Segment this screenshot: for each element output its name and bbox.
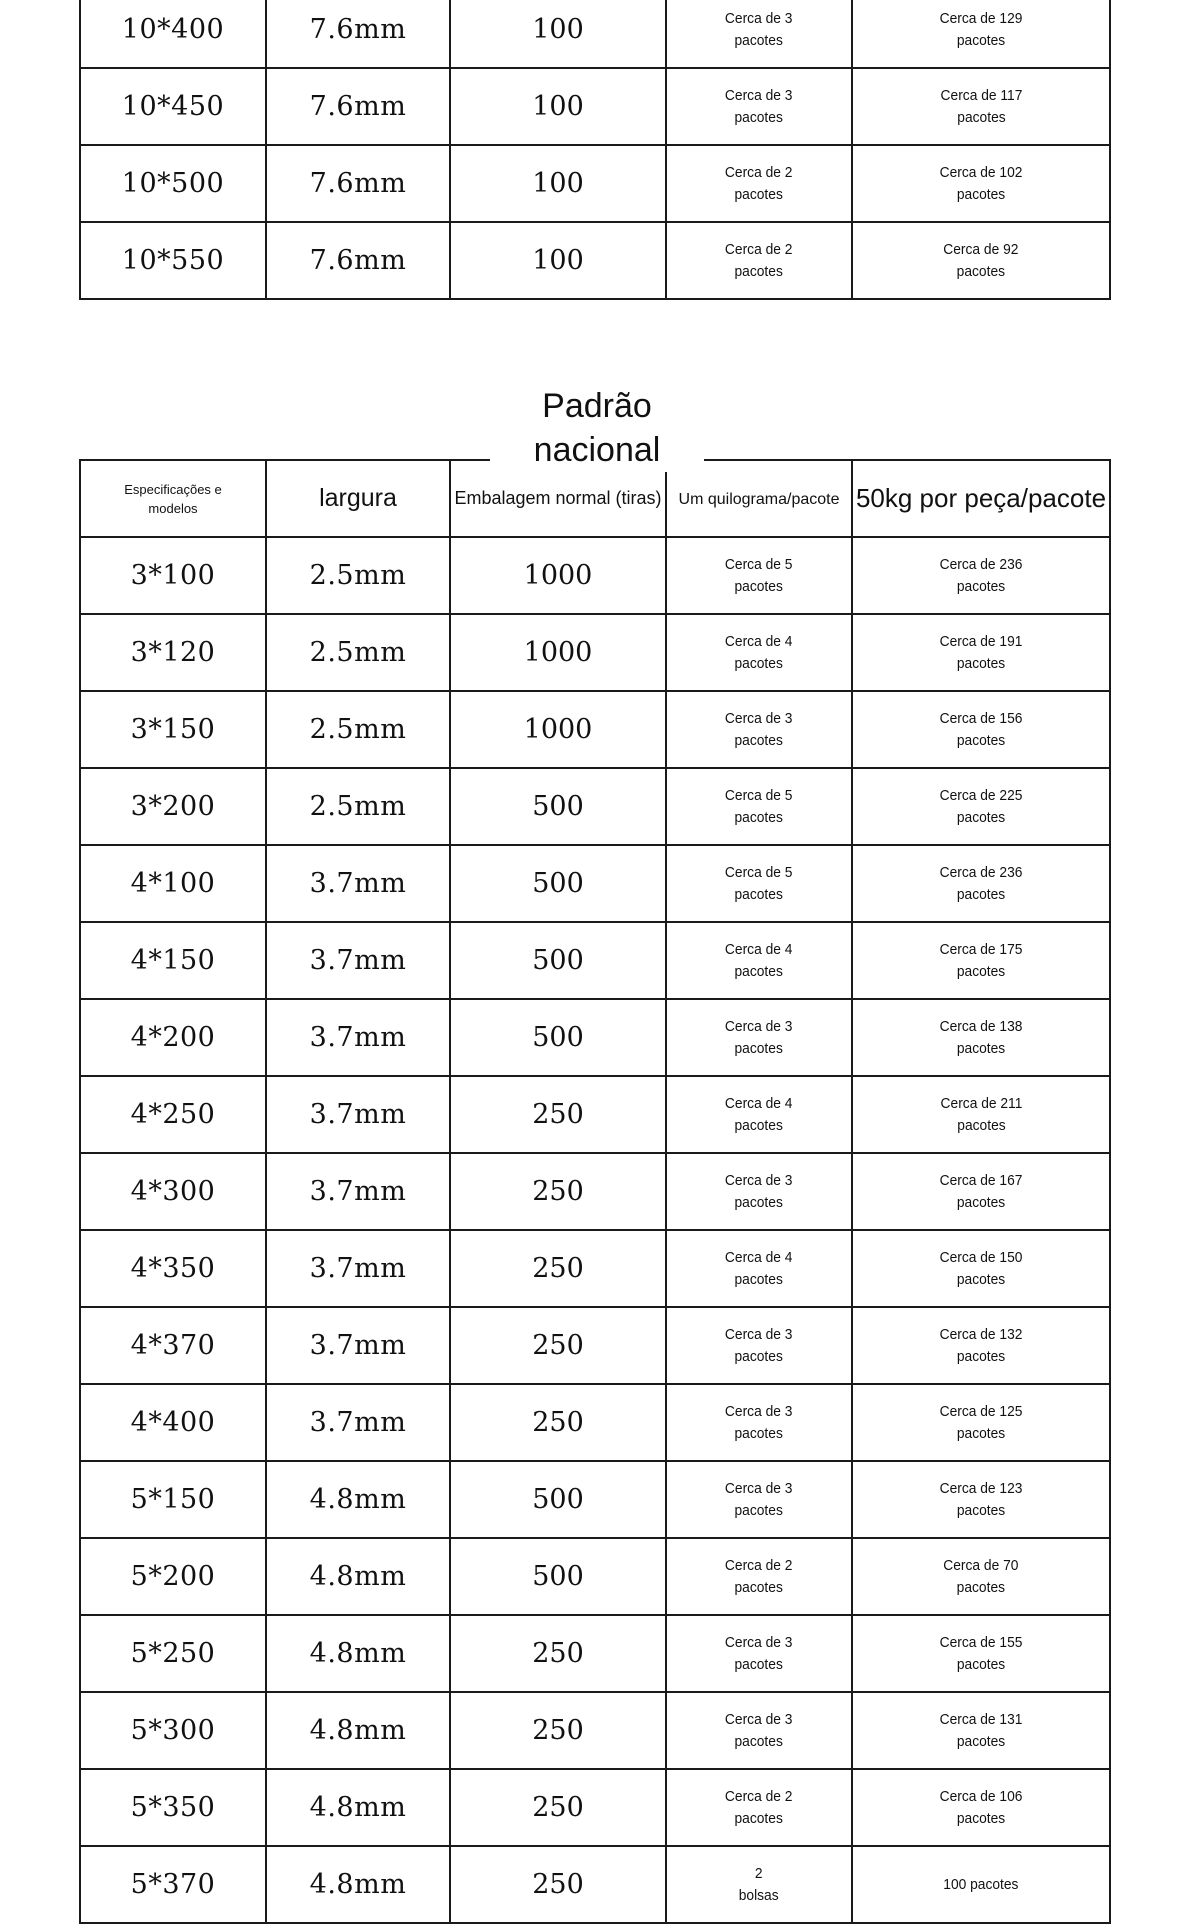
width-cell: 4.8mm (266, 1615, 450, 1692)
spec-cell: 10*450 (80, 68, 266, 145)
qty-cell: 1000 (450, 691, 666, 768)
per-kg-cell (666, 145, 852, 222)
per-50kg-cell (852, 1615, 1110, 1692)
per-kg-line1: Cerca de 3 (725, 1325, 793, 1343)
per-kg-line1: Cerca de 3 (725, 1479, 793, 1497)
per-50kg-line2: pacotes (956, 185, 1006, 203)
per-50kg-line1: Cerca de 155 (939, 1633, 1023, 1651)
width-cell: 4.8mm (266, 1692, 450, 1769)
width-cell: 3.7mm (266, 1153, 450, 1230)
per-50kg-line2: pacotes (956, 1116, 1006, 1134)
qty-cell: 250 (450, 1846, 666, 1923)
qty-cell: 500 (450, 845, 666, 922)
per-kg-line1: Cerca de 3 (725, 709, 793, 727)
per-kg-cell (666, 768, 852, 845)
table-row (80, 922, 1110, 999)
qty-cell: 500 (450, 768, 666, 845)
per-50kg-cell (852, 1307, 1110, 1384)
qty-cell: 100 (450, 145, 666, 222)
per-kg-cell (666, 1538, 852, 1615)
per-kg-cell (666, 845, 852, 922)
per-kg-line1: Cerca de 3 (725, 1017, 793, 1035)
table-row (80, 1076, 1110, 1153)
per-kg-line2: pacotes (734, 1501, 784, 1519)
per-kg-line2: pacotes (734, 262, 784, 280)
width-cell: 2.5mm (266, 691, 450, 768)
per-kg-line2: pacotes (734, 1116, 784, 1134)
section-title-line1: Padrão (542, 387, 652, 425)
spec-cell: 5*370 (80, 1846, 266, 1923)
per-kg-line2: bolsas (739, 1886, 779, 1904)
width-cell: 4.8mm (266, 1846, 450, 1923)
per-kg-cell (666, 0, 852, 68)
width-cell: 3.7mm (266, 1384, 450, 1461)
per-50kg-cell (852, 1769, 1110, 1846)
header-width: largura (266, 460, 450, 537)
per-kg-line1: Cerca de 4 (725, 1094, 793, 1112)
per-kg-cell (666, 691, 852, 768)
per-kg-line2: pacotes (734, 1809, 784, 1827)
table-row (80, 537, 1110, 614)
qty-cell: 500 (450, 1538, 666, 1615)
qty-cell: 250 (450, 1769, 666, 1846)
width-cell: 3.7mm (266, 1076, 450, 1153)
per-50kg-line1: Cerca de 191 (939, 632, 1023, 650)
per-kg-line1: Cerca de 2 (725, 240, 793, 258)
spec-cell: 5*350 (80, 1769, 266, 1846)
per-kg-line2: pacotes (734, 808, 784, 826)
width-cell: 3.7mm (266, 1230, 450, 1307)
per-kg-cell (666, 999, 852, 1076)
per-50kg-line2: pacotes (956, 731, 1006, 749)
spec-cell: 4*200 (80, 999, 266, 1076)
qty-cell: 100 (450, 222, 666, 299)
spec-cell: 4*400 (80, 1384, 266, 1461)
spec-cell: 4*250 (80, 1076, 266, 1153)
spec-cell: 4*300 (80, 1153, 266, 1230)
per-50kg-line2: pacotes (956, 1809, 1006, 1827)
per-50kg-cell (852, 1538, 1110, 1615)
qty-cell: 500 (450, 1461, 666, 1538)
width-cell: 2.5mm (266, 537, 450, 614)
per-50kg-line2: pacotes (956, 1655, 1006, 1673)
per-kg-line1: Cerca de 3 (725, 9, 793, 27)
qty-cell: 250 (450, 1692, 666, 1769)
per-50kg-cell (852, 1384, 1110, 1461)
per-kg-line2: pacotes (734, 1347, 784, 1365)
spec-cell: 10*550 (80, 222, 266, 299)
per-50kg-line1: Cerca de 92 (943, 240, 1019, 258)
per-50kg-line1: Cerca de 102 (939, 163, 1023, 181)
qty-cell: 500 (450, 999, 666, 1076)
per-kg-line1: Cerca de 5 (725, 863, 793, 881)
table-row (80, 999, 1110, 1076)
qty-cell: 250 (450, 1230, 666, 1307)
table-row (80, 691, 1110, 768)
per-kg-cell (666, 222, 852, 299)
per-kg-cell (666, 1384, 852, 1461)
per-50kg-cell (852, 1461, 1110, 1538)
per-kg-line2: pacotes (734, 185, 784, 203)
width-cell: 3.7mm (266, 922, 450, 999)
per-kg-line2: pacotes (734, 31, 784, 49)
per-50kg-cell (852, 691, 1110, 768)
per-kg-cell (666, 1692, 852, 1769)
per-50kg-cell (852, 845, 1110, 922)
per-kg-cell (666, 1230, 852, 1307)
table-row (80, 1307, 1110, 1384)
qty-cell: 100 (450, 68, 666, 145)
per-kg-line2: pacotes (734, 1424, 784, 1442)
section-title-line2: nacional (533, 431, 661, 469)
spec-cell: 10*400 (80, 0, 266, 68)
per-50kg-line2: pacotes (956, 31, 1006, 49)
spec-cell: 4*350 (80, 1230, 266, 1307)
per-50kg-cell (852, 768, 1110, 845)
per-50kg-line2: pacotes (956, 654, 1006, 672)
table-row (80, 845, 1110, 922)
top-spec-table (79, 0, 1111, 300)
per-50kg-line2: pacotes (956, 577, 1006, 595)
per-50kg-line1: Cerca de 117 (940, 86, 1022, 104)
table-row (80, 1615, 1110, 1692)
spec-cell: 5*300 (80, 1692, 266, 1769)
width-cell: 2.5mm (266, 614, 450, 691)
width-cell: 7.6mm (266, 145, 450, 222)
per-kg-line2: pacotes (734, 1039, 784, 1057)
per-50kg-line1: Cerca de 129 (939, 9, 1023, 27)
table-row (80, 1692, 1110, 1769)
per-kg-cell (666, 922, 852, 999)
width-cell: 4.8mm (266, 1461, 450, 1538)
per-kg-line2: pacotes (734, 885, 784, 903)
per-50kg-line2: pacotes (956, 262, 1006, 280)
qty-cell: 250 (450, 1153, 666, 1230)
qty-cell: 250 (450, 1307, 666, 1384)
per-kg-cell (666, 614, 852, 691)
per-kg-line1: Cerca de 2 (725, 1556, 793, 1574)
per-kg-line2: pacotes (734, 654, 784, 672)
table-row (80, 1769, 1110, 1846)
table-row (80, 1153, 1110, 1230)
per-50kg-cell (852, 1846, 1110, 1923)
per-50kg-cell (852, 0, 1110, 68)
spec-cell: 10*500 (80, 145, 266, 222)
spec-cell: 3*100 (80, 537, 266, 614)
per-kg-line1: Cerca de 5 (725, 786, 793, 804)
header-per-kg: Um quilograma/pacote (666, 460, 852, 537)
per-50kg-line1: Cerca de 225 (939, 786, 1023, 804)
per-50kg-cell (852, 1230, 1110, 1307)
per-50kg-cell (852, 1153, 1110, 1230)
per-kg-line2: pacotes (734, 1270, 784, 1288)
per-kg-line1: Cerca de 4 (725, 632, 793, 650)
per-50kg-line1: Cerca de 132 (939, 1325, 1023, 1343)
per-50kg-line2: pacotes (956, 1270, 1006, 1288)
per-kg-cell (666, 1153, 852, 1230)
per-50kg-cell (852, 537, 1110, 614)
table-body (80, 537, 1110, 1923)
table-row (80, 1384, 1110, 1461)
per-kg-line1: 2 (755, 1864, 763, 1882)
qty-cell: 250 (450, 1615, 666, 1692)
per-50kg-line2: pacotes (956, 1193, 1006, 1211)
per-50kg-line1: Cerca de 106 (939, 1787, 1023, 1805)
spec-cell: 3*120 (80, 614, 266, 691)
per-50kg-line2: pacotes (956, 1732, 1006, 1750)
per-50kg-line2: pacotes (956, 1501, 1006, 1519)
per-kg-cell (666, 68, 852, 145)
per-50kg-line2: pacotes (956, 885, 1006, 903)
spec-cell: 4*370 (80, 1307, 266, 1384)
per-kg-line1: Cerca de 3 (725, 1633, 793, 1651)
per-kg-cell (666, 1307, 852, 1384)
per-kg-cell (666, 1615, 852, 1692)
per-50kg-line2: pacotes (956, 808, 1006, 826)
per-50kg-line1: Cerca de 211 (940, 1094, 1022, 1112)
width-cell: 3.7mm (266, 1307, 450, 1384)
per-50kg-line2: pacotes (956, 1424, 1006, 1442)
width-cell: 7.6mm (266, 222, 450, 299)
width-cell: 7.6mm (266, 68, 450, 145)
table-row (80, 1230, 1110, 1307)
per-50kg-line1: Cerca de 156 (939, 709, 1023, 727)
per-50kg-line1: Cerca de 175 (939, 940, 1023, 958)
per-kg-cell (666, 1461, 852, 1538)
table-row (80, 0, 1110, 68)
per-50kg-line2: pacotes (956, 1578, 1006, 1596)
per-50kg-cell (852, 922, 1110, 999)
header-spec: Especificações e modelos (80, 460, 266, 537)
per-50kg-cell (852, 68, 1110, 145)
per-kg-line1: Cerca de 4 (725, 940, 793, 958)
per-kg-cell (666, 1076, 852, 1153)
spec-cell: 3*200 (80, 768, 266, 845)
header-packaging: Embalagem normal (tiras) (450, 460, 666, 537)
table-row (80, 1846, 1110, 1923)
qty-cell: 250 (450, 1384, 666, 1461)
per-50kg-cell (852, 614, 1110, 691)
per-50kg-cell (852, 1692, 1110, 1769)
per-50kg-line1: Cerca de 125 (939, 1402, 1023, 1420)
width-cell: 4.8mm (266, 1538, 450, 1615)
national-standard-table (79, 459, 1111, 1924)
per-50kg-line1: 100 pacotes (943, 1875, 1019, 1893)
per-kg-line1: Cerca de 2 (725, 163, 793, 181)
per-kg-line2: pacotes (734, 1578, 784, 1596)
per-kg-cell (666, 1846, 852, 1923)
spec-cell: 4*100 (80, 845, 266, 922)
per-kg-line2: pacotes (734, 108, 784, 126)
per-50kg-cell (852, 222, 1110, 299)
per-kg-line1: Cerca de 3 (725, 86, 793, 104)
header-per-50kg: 50kg por peça/pacote (852, 460, 1110, 537)
per-50kg-line1: Cerca de 138 (939, 1017, 1023, 1035)
table-row (80, 222, 1110, 299)
per-kg-cell (666, 537, 852, 614)
width-cell: 3.7mm (266, 845, 450, 922)
per-kg-line2: pacotes (734, 1193, 784, 1211)
per-50kg-line1: Cerca de 167 (939, 1171, 1023, 1189)
per-kg-line2: pacotes (734, 1732, 784, 1750)
per-kg-line1: Cerca de 5 (725, 555, 793, 573)
width-cell: 7.6mm (266, 0, 450, 68)
spec-cell: 5*150 (80, 1461, 266, 1538)
per-50kg-cell (852, 999, 1110, 1076)
per-50kg-line1: Cerca de 70 (943, 1556, 1019, 1574)
spec-cell: 3*150 (80, 691, 266, 768)
table-row (80, 145, 1110, 222)
per-kg-line1: Cerca de 3 (725, 1402, 793, 1420)
per-50kg-line1: Cerca de 150 (939, 1248, 1023, 1266)
section-title (490, 384, 704, 472)
spec-cell: 4*150 (80, 922, 266, 999)
per-kg-line1: Cerca de 3 (725, 1171, 793, 1189)
per-50kg-line2: pacotes (956, 1347, 1006, 1365)
per-50kg-cell (852, 145, 1110, 222)
width-cell: 3.7mm (266, 999, 450, 1076)
table-row (80, 68, 1110, 145)
qty-cell: 100 (450, 0, 666, 68)
per-kg-cell (666, 1769, 852, 1846)
per-kg-line1: Cerca de 2 (725, 1787, 793, 1805)
per-50kg-line1: Cerca de 236 (939, 863, 1023, 881)
table-row (80, 614, 1110, 691)
table-row (80, 1461, 1110, 1538)
width-cell: 4.8mm (266, 1769, 450, 1846)
per-50kg-line1: Cerca de 123 (939, 1479, 1023, 1497)
per-50kg-line2: pacotes (956, 108, 1006, 126)
per-50kg-cell (852, 1076, 1110, 1153)
per-kg-line2: pacotes (734, 1655, 784, 1673)
qty-cell: 250 (450, 1076, 666, 1153)
qty-cell: 500 (450, 922, 666, 999)
per-kg-line2: pacotes (734, 962, 784, 980)
table-row (80, 768, 1110, 845)
per-50kg-line1: Cerca de 131 (939, 1710, 1023, 1728)
per-kg-line2: pacotes (734, 577, 784, 595)
qty-cell: 1000 (450, 614, 666, 691)
per-kg-line2: pacotes (734, 731, 784, 749)
spec-cell: 5*250 (80, 1615, 266, 1692)
table-row (80, 1538, 1110, 1615)
per-kg-line1: Cerca de 3 (725, 1710, 793, 1728)
qty-cell: 1000 (450, 537, 666, 614)
per-50kg-line2: pacotes (956, 962, 1006, 980)
per-kg-line1: Cerca de 4 (725, 1248, 793, 1266)
per-50kg-line2: pacotes (956, 1039, 1006, 1057)
spec-cell: 5*200 (80, 1538, 266, 1615)
per-50kg-line1: Cerca de 236 (939, 555, 1023, 573)
top-table-body (80, 0, 1110, 299)
width-cell: 2.5mm (266, 768, 450, 845)
